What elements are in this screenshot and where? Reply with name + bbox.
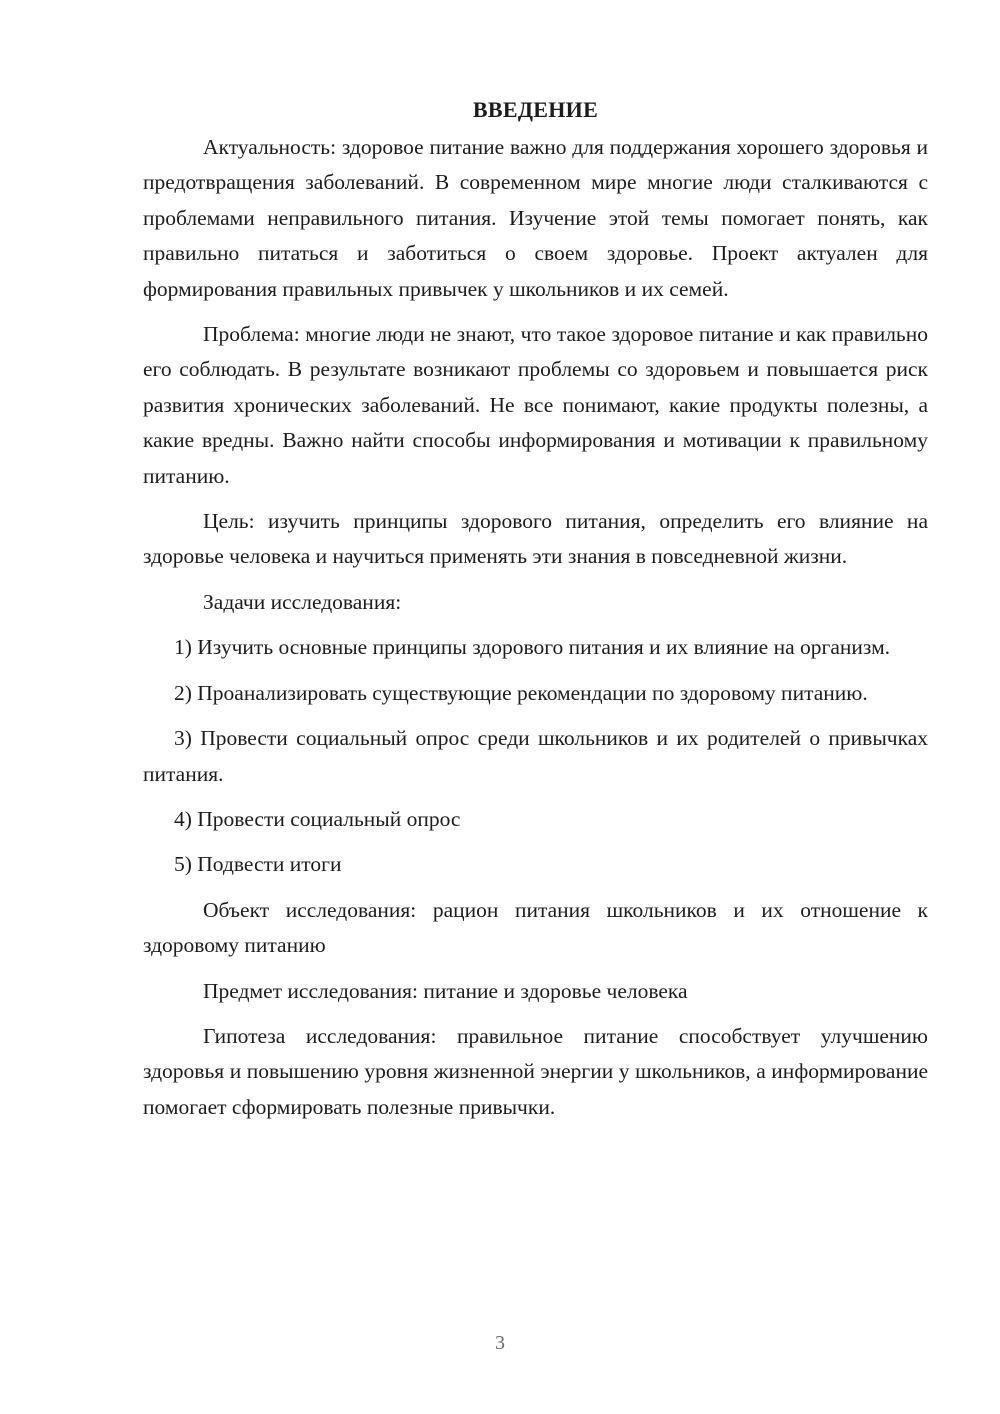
page-title: ВВЕДЕНИЕ bbox=[472, 97, 599, 122]
tasks-heading: Задачи исследования: bbox=[203, 589, 402, 614]
tasks-list bbox=[143, 630, 928, 882]
paragraph-goal: Цель: изучить принципы здорового питания, определить его влияние на здоровье человека и научиться применять эти знания в повседневной жизни. bbox=[143, 509, 928, 569]
paragraph-relevance: Актуальность: здоровое питание важно для поддержания хорошего здоровья и предотвращения заболеваний. В современном мире многие люди сталкиваются с проблемами неправильного питания. Изучение этой темы помогает понять, как правильно питаться и заботиться о своем здоровье. Проект актуален для формирования правильных привычек у школьников и их семей. bbox=[143, 135, 928, 301]
list-item: 3) Провести социальный опрос среди школьников и их родителей о привычках питания. bbox=[143, 726, 928, 786]
list-item: 2) Проанализировать существующие рекомендации по здоровому питанию. bbox=[174, 680, 868, 705]
document-page bbox=[143, 92, 928, 1125]
list-item: 4) Провести социальный опрос bbox=[174, 806, 461, 831]
list-item: 5) Подвести итоги bbox=[174, 852, 342, 877]
list-item: 1) Изучить основные принципы здорового питания и их влияние на организм. bbox=[174, 635, 891, 660]
paragraph-problem: Проблема: многие люди не знают, что такое здоровое питание и как правильно его соблюдать. В результате возникают проблемы со здоровьем и повышается риск развития хронических заболеваний. Не все понимают, какие продукты полезны, а какие вредны. Важно найти способы информирования и мотивации к правильному питанию. bbox=[143, 322, 928, 488]
paragraph-subject: Предмет исследования: питание и здоровье человека bbox=[203, 978, 688, 1003]
paragraph-hypothesis: Гипотеза исследования: правильное питание способствует улучшению здоровья и повышению уровня жизненной энергии у школьников, а информирование помогает сформировать полезные привычки. bbox=[143, 1023, 928, 1119]
paragraph-object: Объект исследования: рацион питания школьников и их отношение к здоровому питанию bbox=[143, 897, 928, 958]
page-number: 3 bbox=[495, 1332, 505, 1354]
